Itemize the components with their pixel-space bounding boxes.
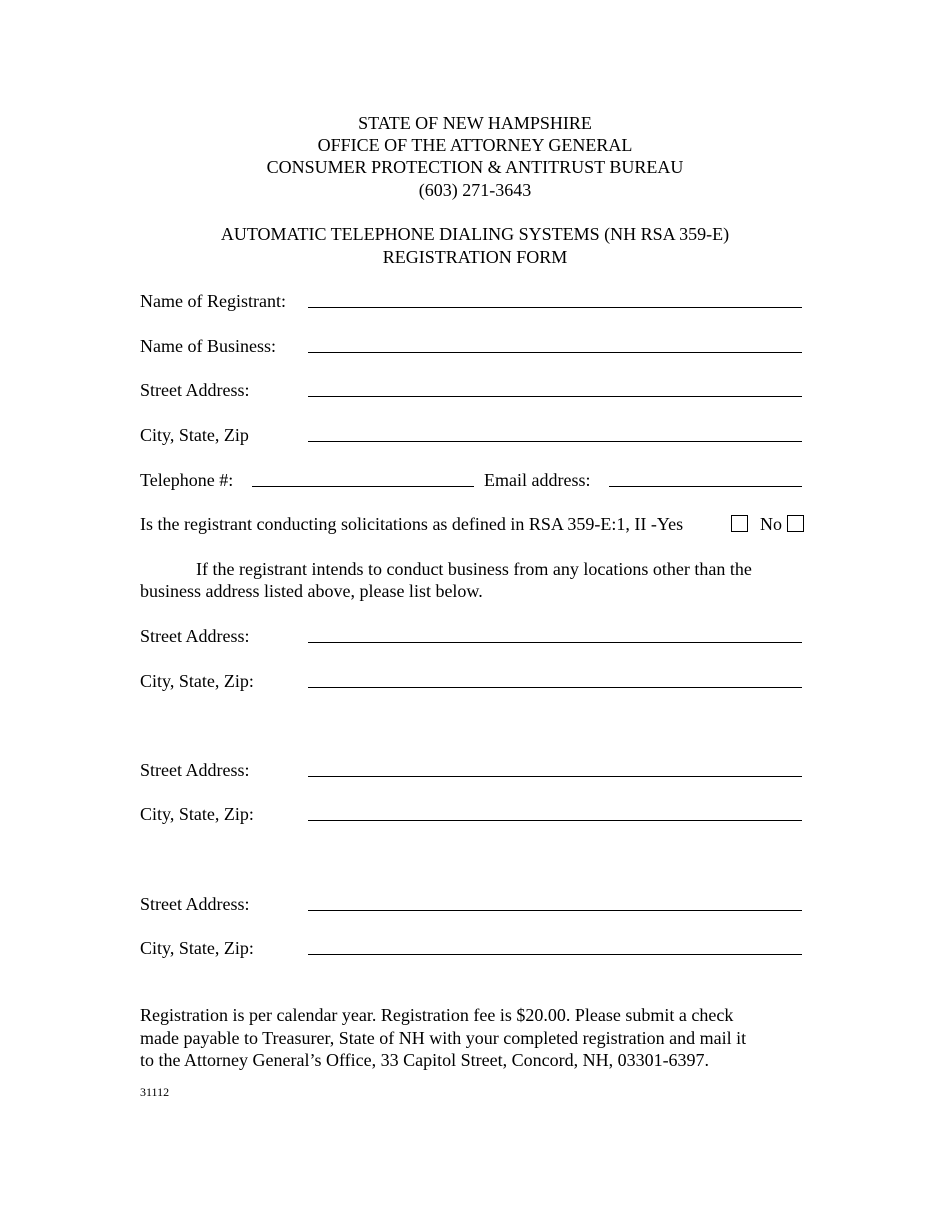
no-checkbox[interactable]	[787, 515, 804, 532]
header-phone: (603) 271-3643	[418, 180, 532, 200]
street-address-field[interactable]	[308, 396, 802, 397]
location-3-city-label: City, State, Zip:	[140, 938, 254, 958]
yes-checkbox[interactable]	[731, 515, 748, 532]
email-label: Email address:	[484, 470, 591, 490]
solicitation-question: Is the registrant conducting solicitations as defined in RSA 359-E:1, II -Yes	[140, 514, 684, 534]
location-2-street-label: Street Address:	[140, 760, 250, 780]
form-code: 31112	[140, 1085, 170, 1099]
no-label: No	[760, 514, 782, 534]
location-3-street-field[interactable]	[308, 910, 802, 911]
location-2-city-field[interactable]	[308, 820, 802, 821]
location-2-street-field[interactable]	[308, 776, 802, 777]
location-1-city-field[interactable]	[308, 687, 802, 688]
location-1-street-label: Street Address:	[140, 626, 250, 646]
location-2-city-label: City, State, Zip:	[140, 804, 254, 824]
location-1-street-field[interactable]	[308, 642, 802, 643]
location-3-city-field[interactable]	[308, 954, 802, 955]
location-1-city-label: City, State, Zip:	[140, 671, 254, 691]
registrant-name-label: Name of Registrant:	[140, 291, 286, 311]
business-name-label: Name of Business:	[140, 336, 276, 356]
city-state-zip-label: City, State, Zip	[140, 425, 249, 445]
business-name-field[interactable]	[308, 352, 802, 353]
registrant-name-field[interactable]	[308, 307, 802, 308]
telephone-field[interactable]	[252, 486, 474, 487]
other-locations-intro-line2: business address listed above, please list below.	[140, 581, 483, 601]
street-address-label: Street Address:	[140, 380, 250, 400]
footer-instructions-line1: Registration is per calendar year. Registration fee is $20.00. Please submit a check	[140, 1005, 734, 1025]
form-title: AUTOMATIC TELEPHONE DIALING SYSTEMS (NH RSA 359-E)	[220, 224, 730, 244]
form-subtitle: REGISTRATION FORM	[382, 247, 568, 267]
telephone-label: Telephone #:	[140, 470, 234, 490]
location-3-street-label: Street Address:	[140, 894, 250, 914]
footer-instructions-line2: made payable to Treasurer, State of NH with your completed registration and mail it	[140, 1028, 747, 1048]
header-state: STATE OF NEW HAMPSHIRE	[358, 113, 592, 133]
city-state-zip-field[interactable]	[308, 441, 802, 442]
other-locations-intro-line1: If the registrant intends to conduct business from any locations other than the	[196, 559, 752, 579]
header-bureau: CONSUMER PROTECTION & ANTITRUST BUREAU	[266, 157, 684, 177]
email-field[interactable]	[609, 486, 802, 487]
footer-instructions-line3: to the Attorney General’s Office, 33 Capitol Street, Concord, NH, 03301-6397.	[140, 1050, 710, 1070]
header-office: OFFICE OF THE ATTORNEY GENERAL	[317, 135, 633, 155]
